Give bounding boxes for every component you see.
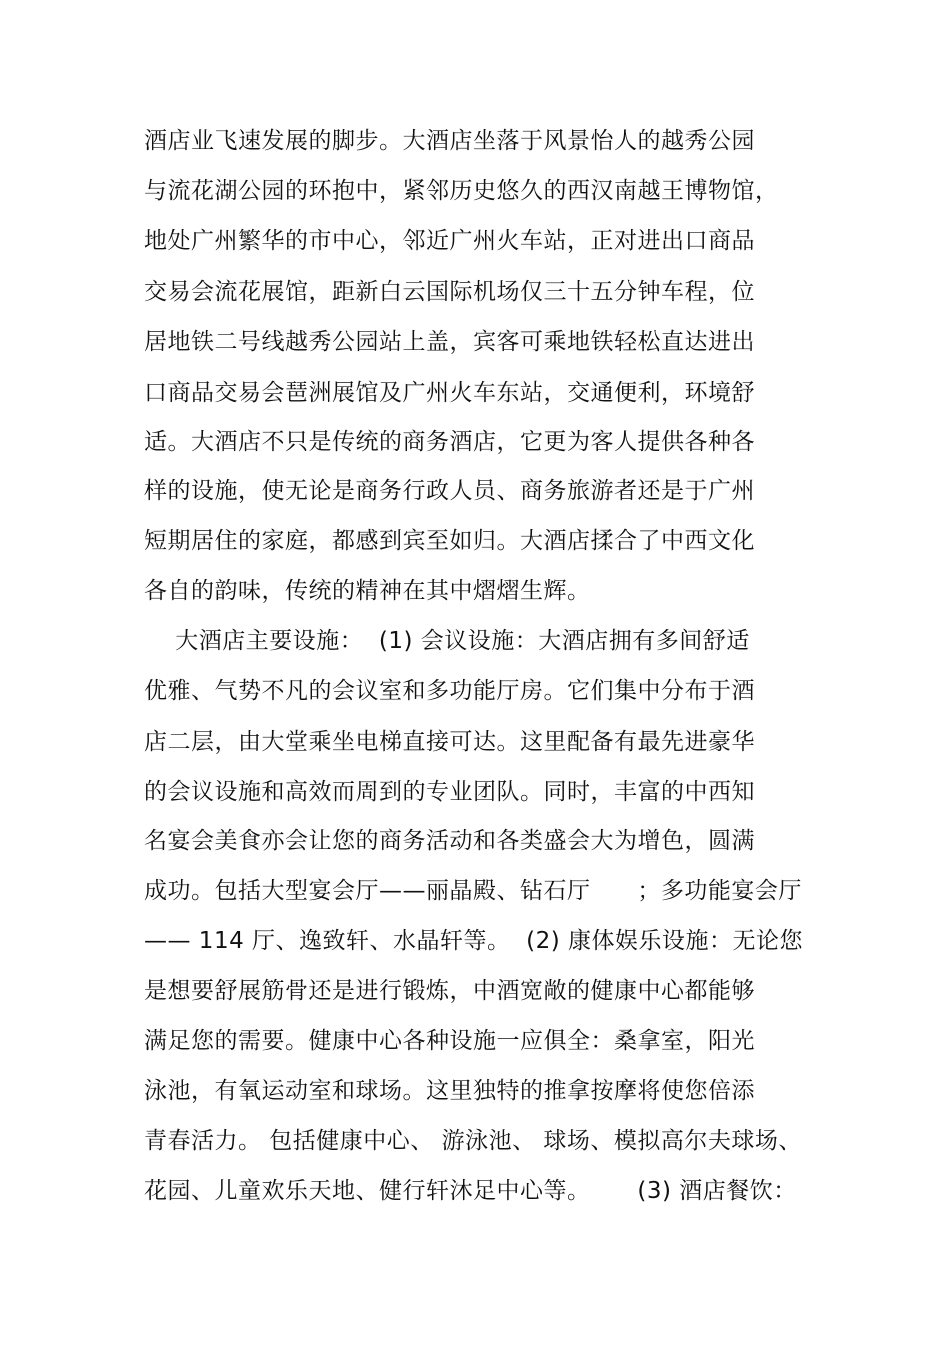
- text-line: 酒店业飞速发展的脚步。大酒店坐落于风景怡人的越秀公园: [144, 128, 755, 154]
- text-line: 满足您的需要。健康中心各种设施一应俱全：桑拿室，阳光: [144, 1028, 755, 1054]
- text-line: 短期居住的家庭，都感到宾至如归。大酒店揉合了中西文化: [144, 528, 755, 554]
- text-line: 店二层，由大堂乘坐电梯直接可达。这里配备有最先进豪华: [144, 729, 755, 755]
- text-line: 泳池，有氧运动室和球场。这里独特的推拿按摩将使您倍添: [144, 1078, 755, 1104]
- text-line: 与流花湖公园的环抱中，紧邻历史悠久的西汉南越王博物馆，: [144, 178, 779, 204]
- text-line: 口商品交易会琶洲展馆及广州火车东站，交通便利，环境舒: [144, 380, 755, 406]
- text-line: 样的设施，使无论是商务行政人员、商务旅游者还是于广州: [144, 478, 755, 504]
- text-line: 大酒店主要设施： (1) 会议设施：大酒店拥有多间舒适: [144, 628, 750, 654]
- text-line: 名宴会美食亦会让您的商务活动和各类盛会大为增色，圆满: [144, 828, 755, 854]
- text-line: 成功。包括大型宴会厅——丽晶殿、钻石厅 ；多功能宴会厅: [144, 878, 802, 904]
- text-line: 各自的韵味，传统的精神在其中熠熠生辉。: [144, 578, 591, 604]
- text-line: 适。大酒店不只是传统的商务酒店，它更为客人提供各种各: [144, 429, 755, 455]
- text-line: 青春活力。 包括健康中心、 游泳池、 球场、模拟高尔夫球场、: [144, 1128, 802, 1154]
- text-line: 交易会流花展馆，距新白云国际机场仅三十五分钟车程，位: [144, 279, 755, 305]
- text-line: 的会议设施和高效而周到的专业团队。同时，丰富的中西知: [144, 779, 755, 805]
- text-line: 是想要舒展筋骨还是进行锻炼，中酒宽敞的健康中心都能够: [144, 978, 755, 1004]
- text-line: 优雅、气势不凡的会议室和多功能厅房。它们集中分布于酒: [144, 678, 755, 704]
- text-line: —— 114 厅、逸致轩、水晶轩等。 (2) 康体娱乐设施：无论您: [144, 928, 804, 954]
- text-line: 居地铁二号线越秀公园站上盖，宾客可乘地铁轻松直达进出: [144, 329, 755, 355]
- text-line: 花园、儿童欢乐天地、健行轩沐足中心等。 (3) 酒店餐饮：: [144, 1178, 797, 1204]
- text-line: 地处广州繁华的市中心，邻近广州火车站，正对进出口商品: [144, 228, 755, 254]
